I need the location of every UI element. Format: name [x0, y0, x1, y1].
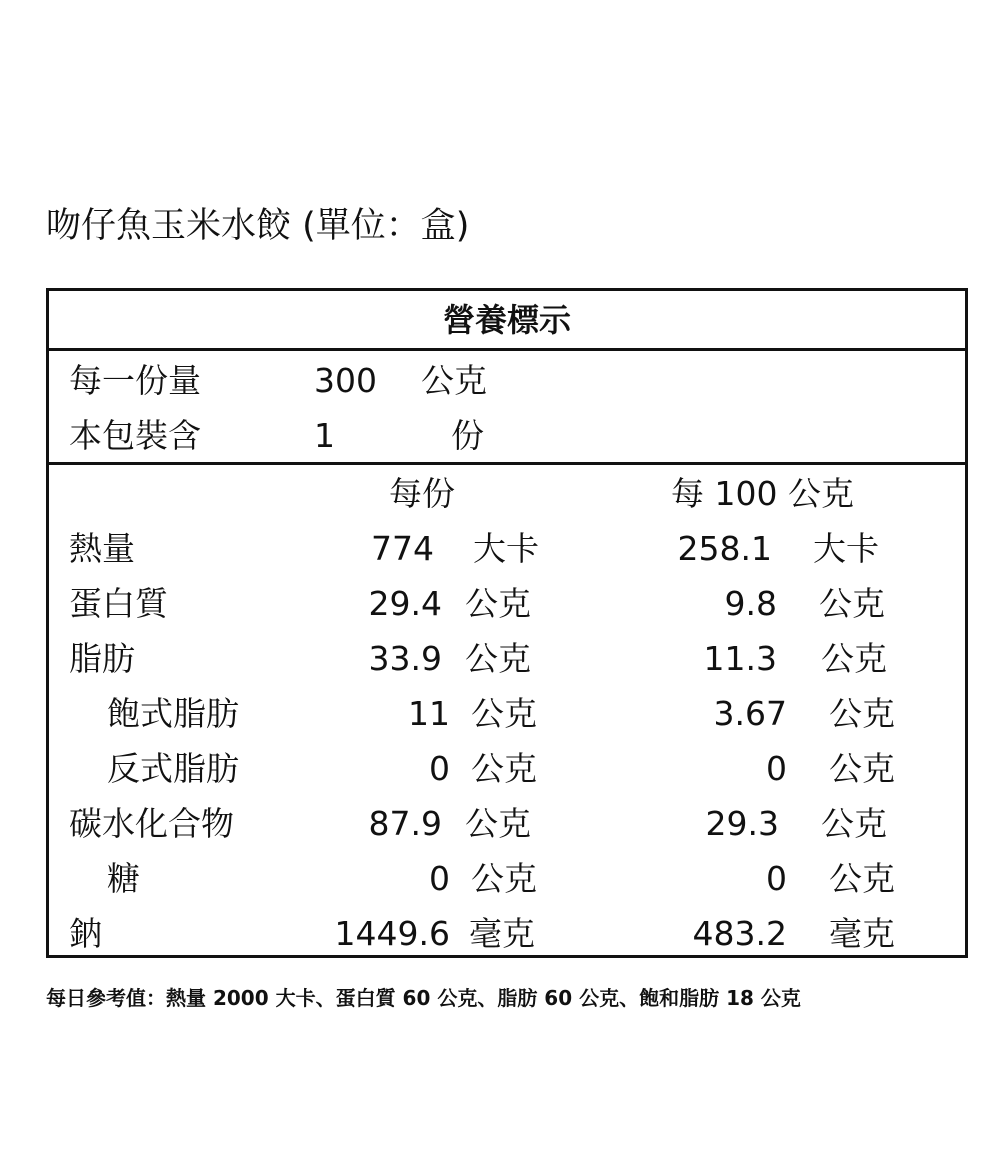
nutrient-name: 鈉: [69, 914, 102, 953]
nutrient-name: 脂肪: [69, 639, 135, 678]
per-serving-unit: 公克: [465, 804, 531, 843]
per-serving-unit: 毫克: [469, 914, 535, 953]
divider: [49, 348, 965, 351]
daily-reference-footnote: 每日參考值：熱量 2000 大卡、蛋白質 60 公克、脂肪 60 公克、飽和脂肪 18 公克: [46, 986, 801, 1010]
per-serving-value: 0: [429, 859, 450, 898]
nutrient-name: 糖: [107, 859, 140, 898]
per-100g-value: 9.8: [724, 584, 777, 623]
per-serving-value: 29.4: [368, 584, 442, 623]
nutrition-label: [46, 288, 968, 958]
column-header-per-serving: 每份: [389, 474, 455, 513]
nutrient-name: 蛋白質: [69, 584, 168, 623]
per-serving-value: 1449.6: [334, 914, 450, 953]
per-100g-unit: 大卡: [813, 529, 879, 568]
per-100g-value: 0: [766, 749, 787, 788]
per-100g-unit: 毫克: [829, 914, 895, 953]
per-serving-unit: 公克: [471, 694, 537, 733]
nutrient-name: 碳水化合物: [69, 804, 234, 843]
per-100g-value: 3.67: [713, 694, 787, 733]
servings-per-package-unit: 份: [451, 416, 484, 455]
per-100g-value: 483.2: [692, 914, 787, 953]
per-serving-value: 774: [371, 529, 434, 568]
servings-per-package-value: 1: [314, 416, 335, 455]
product-title: 吻仔魚玉米水餃 (單位：盒): [46, 206, 470, 246]
per-100g-unit: 公克: [829, 859, 895, 898]
nutrient-name: 熱量: [69, 529, 135, 568]
per-serving-unit: 公克: [471, 749, 537, 788]
per-serving-unit: 公克: [465, 584, 531, 623]
serving-size-label: 每一份量: [69, 361, 201, 400]
serving-size-value: 300: [314, 361, 377, 400]
per-serving-unit: 大卡: [473, 529, 539, 568]
per-100g-unit: 公克: [821, 804, 887, 843]
per-100g-unit: 公克: [819, 584, 885, 623]
per-100g-unit: 公克: [829, 749, 895, 788]
nutrient-name: 飽式脂肪: [107, 694, 239, 733]
divider: [49, 462, 965, 465]
per-serving-value: 87.9: [368, 804, 442, 843]
column-header-per-100g: 每 100 公克: [671, 474, 854, 513]
per-serving-unit: 公克: [465, 639, 531, 678]
per-serving-unit: 公克: [471, 859, 537, 898]
servings-per-package-label: 本包裝含: [69, 416, 201, 455]
per-serving-value: 11: [408, 694, 450, 733]
per-serving-value: 33.9: [368, 639, 442, 678]
per-100g-value: 29.3: [705, 804, 779, 843]
per-100g-value: 11.3: [703, 639, 777, 678]
label-heading: 營養標示: [442, 301, 571, 339]
serving-size-unit: 公克: [421, 361, 487, 400]
nutrient-name: 反式脂肪: [107, 749, 239, 788]
per-100g-unit: 公克: [829, 694, 895, 733]
per-100g-value: 258.1: [677, 529, 772, 568]
per-100g-value: 0: [766, 859, 787, 898]
per-100g-unit: 公克: [821, 639, 887, 678]
per-serving-value: 0: [429, 749, 450, 788]
